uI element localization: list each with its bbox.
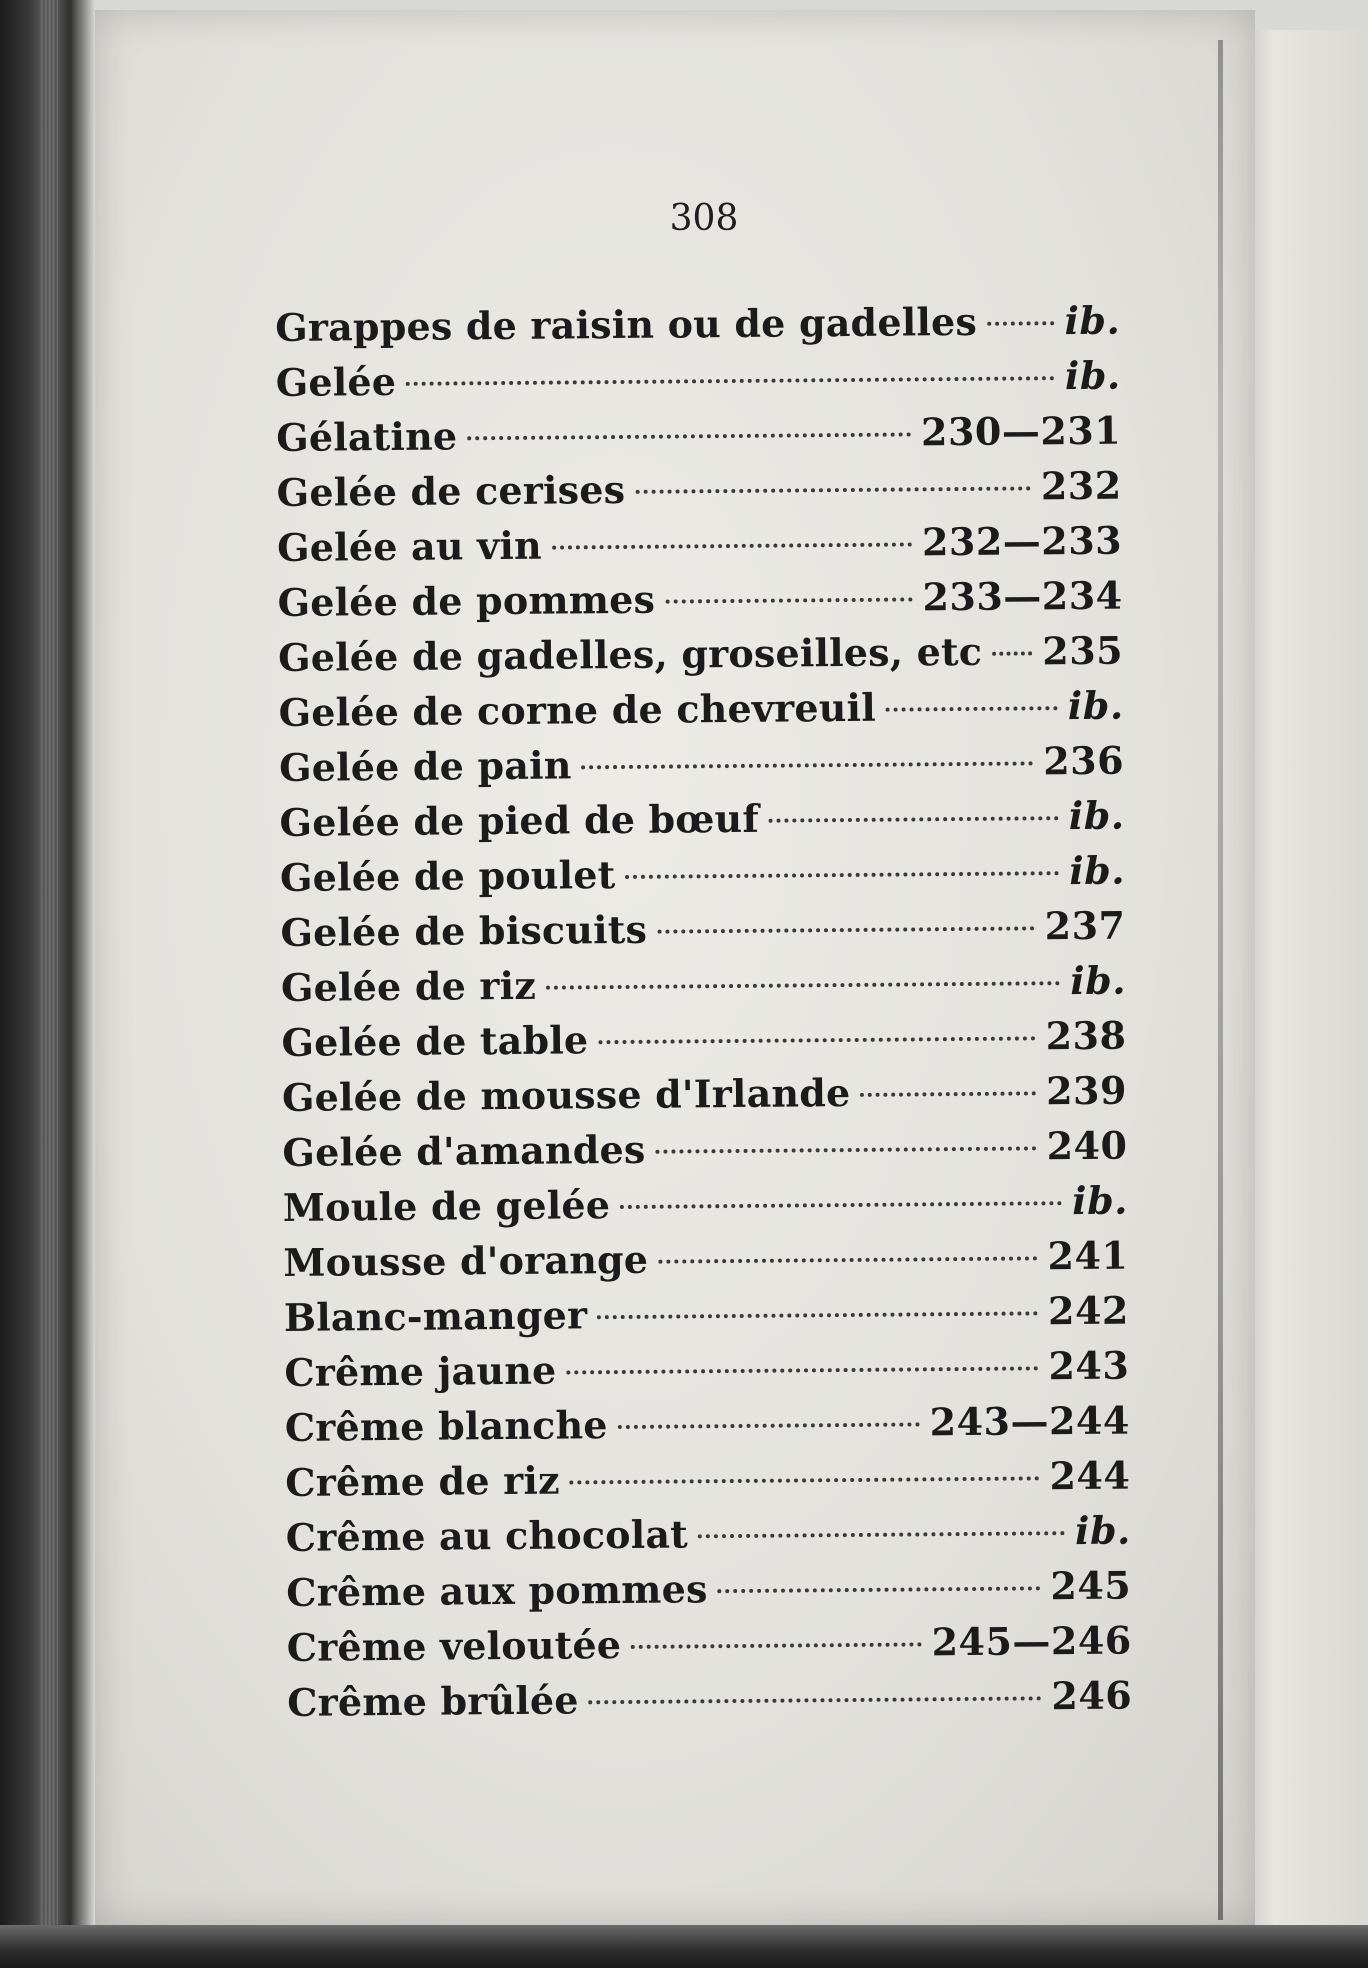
index-entry [287,1668,1132,1730]
index-entry [286,1558,1131,1620]
entry-page-ref: 245—246 [931,1617,1132,1665]
entry-page-ref: ib. [1064,352,1121,399]
entry-title: Crême veloutée [286,1622,622,1670]
index-entry [282,1063,1127,1125]
entry-page-ref: ib. [1074,1507,1131,1554]
dot-leader [886,706,1058,712]
index-entry [283,1228,1128,1290]
dot-leader [406,376,1055,386]
entry-title: Gelée de gadelles, groseilles, etc [277,628,983,680]
index-entry [285,1393,1130,1455]
facing-page-strip [1255,30,1368,1940]
entry-page-ref: 245 [1050,1562,1132,1609]
entry-title: Gelée de cerises [276,466,626,515]
entry-page-ref: ib. [1069,847,1126,894]
dot-leader [625,871,1059,879]
entry-page-ref: ib. [1070,957,1127,1004]
index-entry [279,788,1124,850]
dot-leader [665,597,912,603]
index-entry [286,1503,1131,1565]
index-entry [275,293,1120,355]
entry-page-ref: 230—231 [920,407,1122,455]
index-entry [285,1448,1130,1510]
index-entry [278,623,1123,685]
entry-page-ref: 235 [1042,627,1124,674]
entry-title: Moule de gelée [282,1182,611,1230]
dot-leader [566,1366,1038,1374]
entry-title: Gelée de table [281,1017,589,1065]
index-entry [276,458,1121,520]
entry-title: Gelée de biscuits [280,906,648,955]
index-entry [277,513,1122,575]
dot-leader [992,651,1032,655]
dot-leader [620,1201,1062,1209]
dot-leader [618,1422,920,1429]
dot-leader [546,981,1060,989]
dot-leader [657,926,1035,933]
entry-title: Mousse d'orange [283,1236,649,1285]
index-entry [277,568,1122,630]
book-bottom-edge [0,1925,1368,1968]
entry-title: Crême aux pommes [286,1566,708,1615]
entry-page-ref: 243—244 [929,1397,1131,1445]
entry-page-ref: 232 [1040,462,1122,509]
dot-leader [987,321,1055,326]
dot-leader [635,486,1031,493]
dot-leader [698,1531,1065,1538]
entry-page-ref: 242 [1047,1287,1130,1334]
entry-title: Gelée de pommes [277,576,656,625]
dot-leader [467,432,911,440]
index-entry [281,953,1126,1015]
entry-title: Crême brûlée [287,1677,579,1725]
entry-title: Blanc-manger [283,1292,588,1340]
index-entry [280,843,1125,905]
index-entry [279,733,1124,795]
entry-title: Gelée de riz [280,962,537,1010]
entry-page-ref: ib. [1068,792,1125,839]
index-entries-list [275,293,1132,1730]
entry-title: Crême blanche [284,1402,608,1450]
index-entry [284,1338,1129,1400]
page-number: 308 [669,198,739,239]
entry-title: Crême au chocolat [285,1511,689,1560]
dot-leader [597,1311,1038,1319]
index-entry [281,1008,1126,1070]
index-entry [284,1283,1129,1345]
entry-page-ref: ib. [1071,1177,1129,1224]
entry-page-ref: 232—233 [921,517,1123,565]
entry-title: Gelée de pied de bœuf [279,795,760,845]
entry-page-ref: ib. [1067,682,1124,729]
index-entry [275,348,1120,410]
index-entry [278,678,1123,740]
entry-title: Gelée au vin [276,522,543,570]
dot-leader [582,761,1034,769]
dot-leader [718,1586,1041,1593]
entry-page-ref: 243 [1048,1342,1130,1389]
dot-leader [769,816,1059,823]
entry-page-ref: 246 [1051,1672,1133,1719]
page-torn-edge [1218,40,1223,1920]
dot-leader [589,1696,1042,1704]
entry-page-ref: 239 [1045,1067,1128,1114]
entry-page-ref: ib. [1064,297,1121,344]
entry-title: Gelée de mousse d'Irlande [281,1070,851,1120]
entry-title: Gelée de corne de chevreuil [278,684,877,735]
index-entry [283,1173,1128,1235]
dot-leader [860,1091,1036,1097]
index-entry [282,1118,1127,1180]
entry-page-ref: 244 [1049,1452,1131,1499]
dot-leader [656,1146,1037,1153]
index-entry [276,403,1121,465]
entry-title: Gelée de poulet [279,852,616,900]
entry-page-ref: 233—234 [922,572,1123,620]
entry-page-ref: 237 [1044,902,1126,949]
entry-page-ref: 236 [1043,737,1125,784]
entry-page-ref: 241 [1047,1232,1129,1279]
index-entry [287,1613,1132,1675]
index-entry [280,898,1125,960]
entry-page-ref: 238 [1045,1012,1127,1059]
entry-title: Gelée [275,358,397,405]
entry-title: Gelée d'amandes [282,1126,646,1175]
entry-title: Crême jaune [284,1347,557,1395]
entry-title: Gelée de pain [278,742,572,790]
entry-title: Gélatine [276,413,458,460]
entry-title: Crême de riz [285,1457,560,1505]
book-page-edges [40,0,58,1968]
dot-leader [552,542,912,549]
entry-title: Grappes de raisin ou de gadelles [275,298,978,350]
entry-page-ref: 240 [1046,1122,1128,1169]
dot-leader [598,1036,1035,1044]
dot-leader [570,1476,1040,1484]
dot-leader [631,1642,921,1649]
dot-leader [658,1256,1037,1263]
